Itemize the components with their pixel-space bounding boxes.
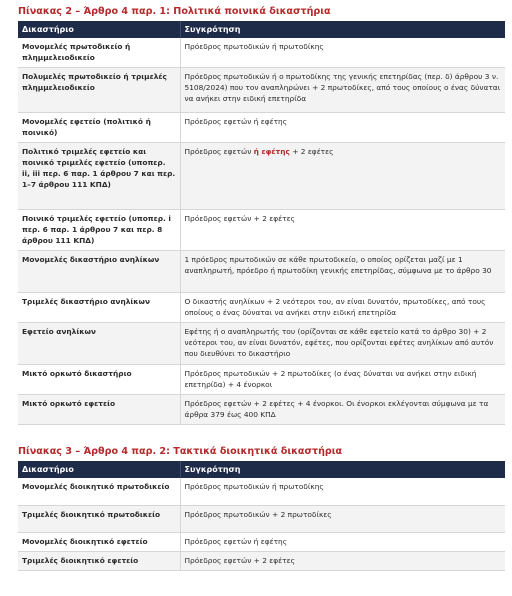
composition-cell: Πρόεδρος πρωτοδικών ή πρωτοδίκης <box>180 478 505 505</box>
table-row <box>18 38 505 68</box>
table-2-title: Πίνακας 2 – Άρθρο 4 παρ. 1: Πολιτικά ποινικά δικαστήρια <box>18 6 331 17</box>
court-cell: Πολυμελές πρωτοδικείο ή τριμελές πλημμελειοδικείο <box>18 68 180 113</box>
composition-cell: 1 πρόεδρος πρωτοδικών σε κάθε πρωτοδικείο, ο οποίος ορίζεται μαζί με 1 αναπληρωτή, πρόεδρο ή πρωτοδίκη γενικής επετηρίδας, σύμφωνα με το άρθρο 30 <box>180 251 505 293</box>
composition-cell: Πρόεδρος εφετών + 2 εφέτες <box>180 551 505 570</box>
table-2-header-row <box>18 21 505 38</box>
table-row <box>18 68 505 113</box>
court-cell: Μονομελές πρωτοδικείο ή πλημμελειοδικείο <box>18 38 180 68</box>
table-2 <box>18 21 505 425</box>
composition-cell <box>180 143 505 210</box>
composition-text: Πρόεδρος εφετών <box>184 147 254 156</box>
composition-cell: Εφέτης ή ο αναπληρωτής του (ορίζονται σε κάθε εφετείο κατά το άρθρο 30) + 2 νεότεροι του, αν είναι δυνατόν, εφέτες, που ορίζονται εφέτες ανηλίκων από αυτόν που διευθύνει το δικαστήριο <box>180 323 505 365</box>
court-cell: Πολιτικό τριμελές εφετείο και ποινικό τριμελές εφετείο (υποπερ. ii, iii περ. 6 παρ. 1 άρθρου 7 και περ. 1–7 άρθρου 111 ΚΠΔ) <box>18 143 180 210</box>
column-header-court: Δικαστήριο <box>18 21 180 38</box>
table-row <box>18 251 505 293</box>
composition-cell: Πρόεδρος εφετών + 2 εφέτες <box>180 210 505 251</box>
table-row <box>18 113 505 143</box>
court-cell: Μικτό ορκωτό δικαστήριο <box>18 365 180 395</box>
court-cell: Τριμελές διοικητικό πρωτοδικείο <box>18 505 180 532</box>
table-row <box>18 478 505 505</box>
court-cell: Εφετείο ανηλίκων <box>18 323 180 365</box>
composition-cell: Πρόεδρος εφετών ή εφέτης <box>180 113 505 143</box>
column-header-composition: Συγκρότηση <box>180 461 505 478</box>
court-cell: Μικτό ορκωτό εφετείο <box>18 395 180 425</box>
table-3-header-row <box>18 461 505 478</box>
composition-cell: Πρόεδρος εφετών ή εφέτης <box>180 532 505 551</box>
court-cell: Τριμελές δικαστήριο ανηλίκων <box>18 293 180 323</box>
highlighted-text: ή εφέτης <box>253 147 290 156</box>
court-cell: Τριμελές διοικητικό εφετείο <box>18 551 180 570</box>
table-row <box>18 395 505 425</box>
table-2-section <box>18 6 506 425</box>
table-3-section <box>18 446 506 571</box>
table-row <box>18 293 505 323</box>
table-3 <box>18 461 505 571</box>
column-header-court: Δικαστήριο <box>18 461 180 478</box>
table-row <box>18 365 505 395</box>
composition-cell: Πρόεδρος πρωτοδικών ή ο πρωτοδίκης της γενικής επετηρίδας (περ. δ) άρθρου 3 ν. 5108/2024) που τον αναπληρώνει + 2 πρωτοδίκες, από τους οποίους ο ένας δύναται να ανήκει στην ειδική επετηρίδα <box>180 68 505 113</box>
table-row <box>18 532 505 551</box>
composition-cell: Πρόεδρος πρωτοδικών + 2 πρωτοδίκες <box>180 505 505 532</box>
composition-cell: Πρόεδρος πρωτοδικών + 2 πρωτοδίκες (ο ένας δύναται να ανήκει στην ειδική επετηρίδα) + 4 ένορκοι <box>180 365 505 395</box>
court-cell: Μονομελές δικαστήριο ανηλίκων <box>18 251 180 293</box>
court-cell: Ποινικό τριμελές εφετείο (υποπερ. i περ. 6 παρ. 1 άρθρου 7 και περ. 8 άρθρου 111 ΚΠΔ) <box>18 210 180 251</box>
table-row <box>18 505 505 532</box>
table-row <box>18 551 505 570</box>
composition-cell: Ο δικαστής ανηλίκων + 2 νεότεροι του, αν είναι δυνατόν, πρωτοδίκες, από τους οποίους ο ένας δύναται να ανήκει στην ειδική επετηρίδα <box>180 293 505 323</box>
court-cell: Μονομελές εφετείο (πολιτικό ή ποινικό) <box>18 113 180 143</box>
table-row <box>18 323 505 365</box>
composition-cell: Πρόεδρος εφετών + 2 εφέτες + 4 ένορκοι. Οι ένορκοι εκλέγονται σύμφωνα με τα άρθρα 379 έως 400 ΚΠΔ <box>180 395 505 425</box>
table-3-title: Πίνακας 3 – Άρθρο 4 παρ. 2: Τακτικά διοικητικά δικαστήρια <box>18 446 343 457</box>
column-header-composition: Συγκρότηση <box>180 21 505 38</box>
table-row <box>18 210 505 251</box>
table-row <box>18 143 505 210</box>
composition-text: + 2 εφέτες <box>289 147 334 156</box>
court-cell: Μονομελές διοικητικό εφετείο <box>18 532 180 551</box>
court-cell: Μονομελές διοικητικό πρωτοδικείο <box>18 478 180 505</box>
composition-cell: Πρόεδρος πρωτοδικών ή πρωτοδίκης <box>180 38 505 68</box>
